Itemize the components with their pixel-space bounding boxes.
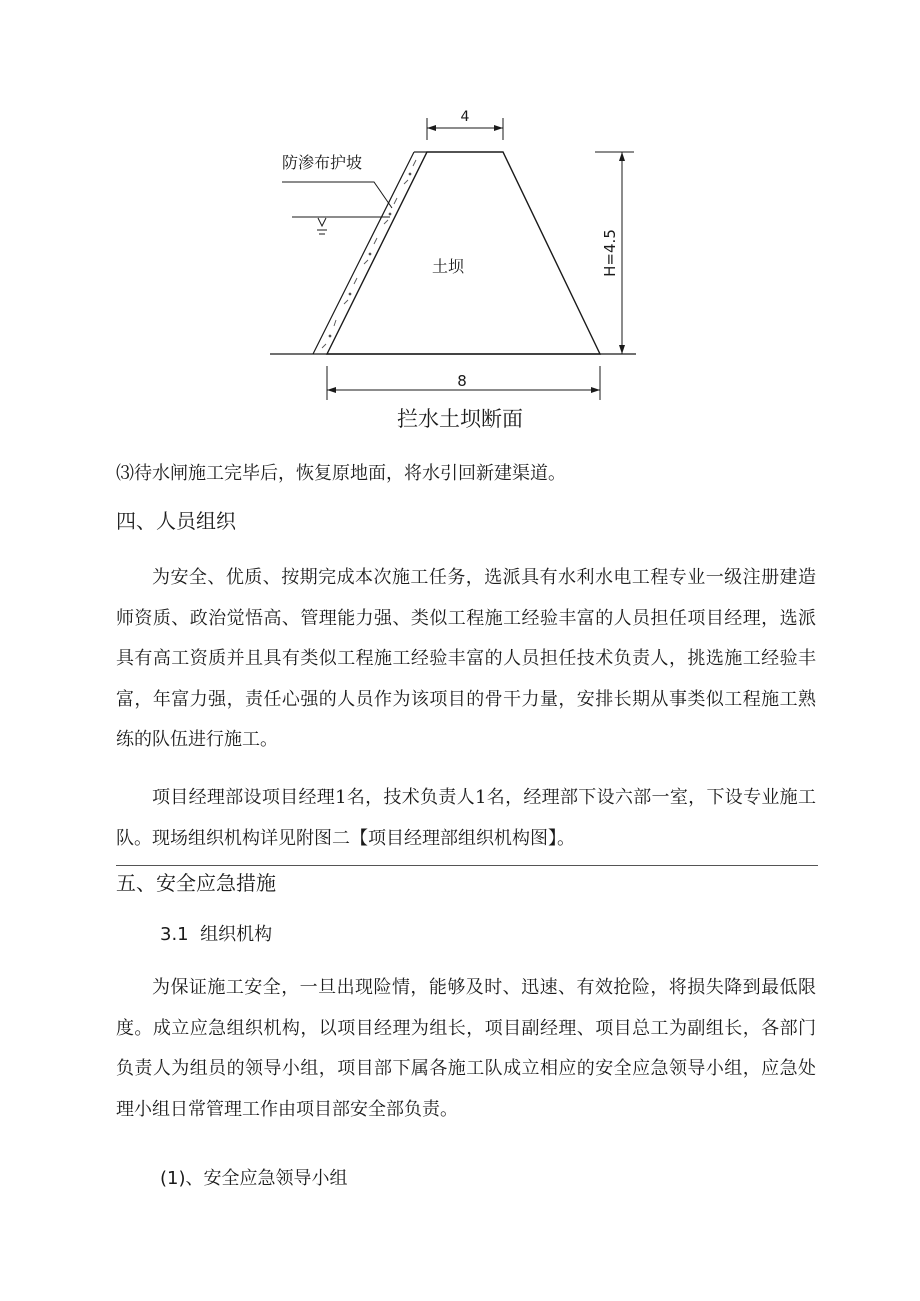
figure-caption: 拦水土坝断面 [397,407,523,431]
section-5-paragraph-1: 为保证施工安全，一旦出现险情，能够及时、迅速、有效抢险，将损失降到最低限度。成立应急组织机构，以项目经理为组长，项目副经理、项目总工为副组长，各部门负责人为组员的领导小组，项目部下属各施工队成立相应的安全应急领导小组，应急处理小组日常管理工作由项目部安全部负责。 [116,977,816,1120]
item-number: (1) [160,1168,186,1189]
section-divider [116,865,818,866]
subsection-number: 3.1 [160,924,189,945]
section-4-title: 四、人员组织 [116,509,236,533]
liner-leader-line [282,182,392,208]
subsection-3-1-heading [160,920,272,950]
section-4-paragraph-2: 项目经理部设项目经理1名，技术负责人1名，经理部下设六部一室，下设专业施工队。现场组织机构详见附图二【项目经理部组织机构图】。 [116,787,816,849]
bottom-width-label: 8 [457,372,467,390]
section-5-title: 五、安全应急措施 [116,871,276,895]
subsection-title: 组织机构 [200,924,273,945]
height-label: H=4.5 [601,229,619,277]
water-level-symbol [317,218,327,234]
liner-hatching [322,160,416,348]
step-3-text: ⑶待水闸施工完毕后，恢复原地面，将水引回新建渠道。 [116,463,566,484]
liner-label: 防渗布护坡 [282,153,363,172]
section-4-paragraph-1: 为安全、优质、按期完成本次施工任务，选派具有水利水电工程专业一级注册建造师资质、政治觉悟高、管理能力强、类似工程施工经验丰富的人员担任项目经理，选派具有高工资质并且具有类似工程施工经验丰富的人员担任技术负责人，挑选施工经验丰富，年富力强，责任心强的人员作为该项目的骨干力量，安排长期从事类似工程施工熟练的队伍进行施工。 [116,567,816,750]
top-width-label: 4 [460,109,470,125]
item-1-heading [160,1164,348,1194]
dam-cross-section-diagram [0,100,920,400]
item-title: 、安全应急领导小组 [185,1168,348,1189]
dam-body-label: 土坝 [432,257,465,276]
